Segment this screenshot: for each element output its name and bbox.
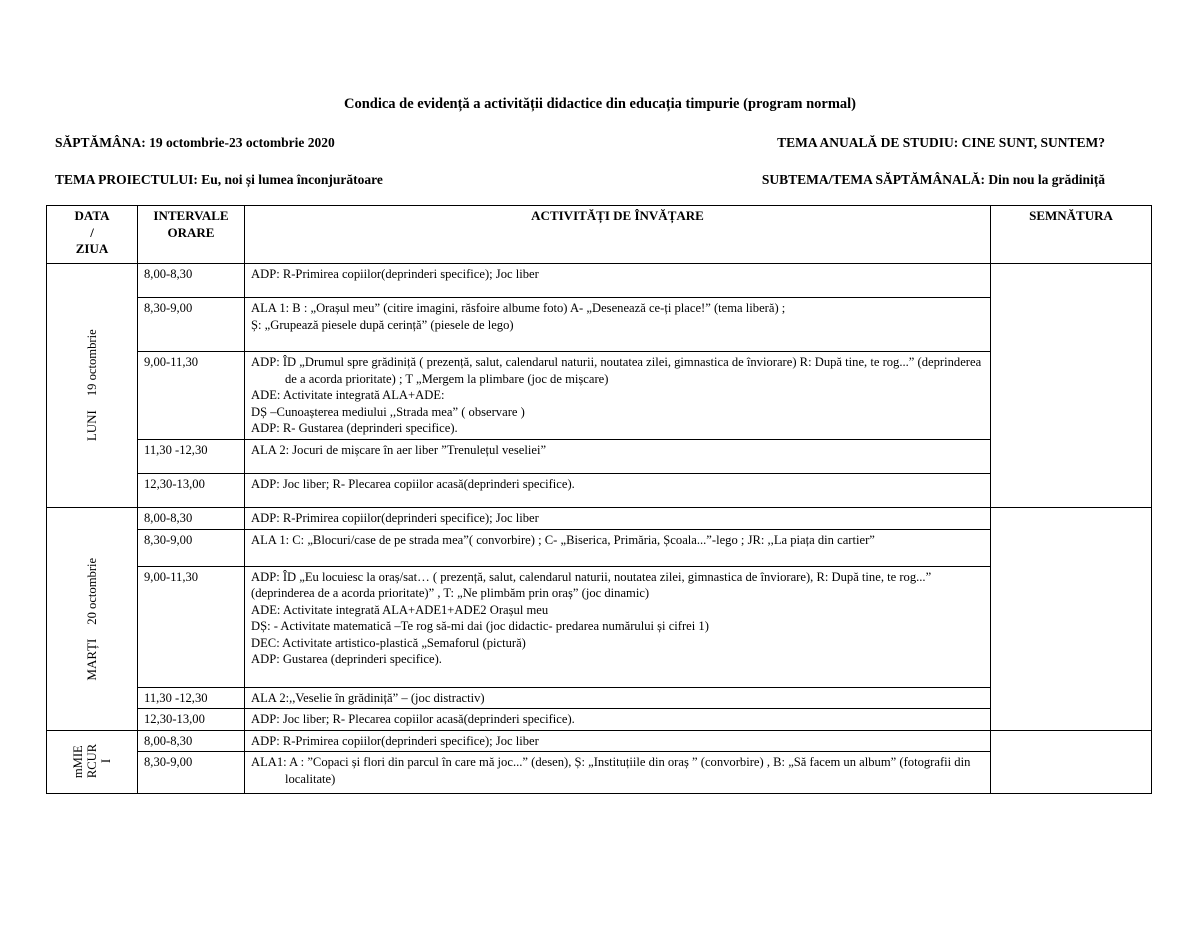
activity-cell: ADP: R-Primirea copiilor(deprinderi specifice); Joc liber — [245, 730, 991, 752]
activity-cell: ADP: Joc liber; R- Plecarea copiilor acasă(deprinderi specifice). — [245, 709, 991, 731]
time-cell: 11,30 -12,30 — [138, 440, 245, 474]
table-row — [47, 352, 1152, 440]
signature-cell-monday — [991, 264, 1152, 508]
subtheme-label: SUBTEMA/TEMA SĂPTĂMÂNALĂ: — [761, 172, 985, 187]
day-date: 20 octombrie — [84, 557, 99, 625]
activity-cell: ALA 1: C: „Blocuri/case de pe strada mea”( convorbire) ; C- „Biserica, Primăria, Școala...”-lego ; JR: ,,La piața din cartier” — [245, 529, 991, 566]
annual-theme: TEMA ANUALĂ DE STUDIU: CINE SUNT, SUNTEM? — [777, 135, 1105, 150]
time-cell: 8,00-8,30 — [138, 508, 245, 530]
day-cell-monday — [47, 264, 138, 508]
document-title: Condica de evidență a activității didactice din educația timpurie (program normal) — [343, 96, 857, 112]
activity-cell: ALA 2: Jocuri de mișcare în aer liber ”Trenulețul veseliei” — [245, 440, 991, 474]
activity-table — [46, 205, 1152, 794]
time-cell: 12,30-13,00 — [138, 474, 245, 508]
table-row — [47, 709, 1152, 731]
signature-cell-tuesday — [991, 508, 1152, 731]
time-cell: 8,30-9,00 — [138, 529, 245, 566]
table-header-row — [47, 206, 1152, 264]
time-cell: 8,00-8,30 — [138, 264, 245, 298]
time-cell: 12,30-13,00 — [138, 709, 245, 731]
header-signature: SEMNĂTURA — [991, 206, 1152, 264]
week-label: SĂPTĂMÂNA: — [55, 135, 146, 150]
day-name: mMIE RCUR I — [70, 743, 113, 779]
activity-cell: ADP: ÎD „Eu locuiesc la oraș/sat… ( prezență, salut, calendarul naturii, noutatea zilei, gimnastica de înviorare), R: După tine, te rog...” (deprinderea de a acorda prioritate)” , T: „Ne plimbăm prin oraș” (joc dinamic) ADE: Activitate integrată ALA+ADE1+ADE2 Orașul meu DȘ: - Activitate matematică –Te rog să-mi dai (joc didactic- predarea numărului și cifrei 1) DEC: Activitate artistico-plastică „Semaforul (pictură) ADP: Gustarea (deprinderi specifice). — [245, 566, 991, 687]
project-label: TEMA PROIECTULUI: — [55, 172, 198, 187]
project-value: Eu, noi și lumea înconjurătoare — [201, 172, 383, 187]
activity-cell: ALA 1: B : „Orașul meu” (citire imagini, răsfoire albume foto) A- „Desenează ce-ți place!” (tema liberă) ; Ș: „Grupează piesele după cerință” (piesele de lego) — [245, 298, 991, 352]
time-cell: 8,30-9,00 — [138, 752, 245, 794]
week-value: 19 octombrie-23 octombrie 2020 — [149, 135, 335, 150]
time-cell: 9,00-11,30 — [138, 352, 245, 440]
subtheme-value: Din nou la grădiniță — [988, 172, 1105, 187]
time-cell: 8,00-8,30 — [138, 730, 245, 752]
day-cell-wednesday — [47, 730, 138, 794]
header-activities: ACTIVITĂȚI DE ÎNVĂȚARE — [245, 206, 991, 264]
subtheme-info — [762, 172, 1105, 188]
day-name: MARȚI — [83, 638, 99, 681]
table-row — [47, 298, 1152, 352]
day-cell-tuesday — [47, 508, 138, 731]
activity-cell: ADP: Joc liber; R- Plecarea copiilor acasă(deprinderi specifice). — [245, 474, 991, 508]
table-row — [47, 687, 1152, 709]
activity-cell: ALA 2:,,Veselie în grădiniță” – (joc distractiv) — [245, 687, 991, 709]
activity-cell: ADP: R-Primirea copiilor(deprinderi specifice); Joc liber — [245, 508, 991, 530]
table-row — [47, 508, 1152, 530]
table-row — [47, 730, 1152, 752]
header-intervals: INTERVALE ORARE — [138, 206, 245, 264]
header-date: DATA / ZIUA — [47, 206, 138, 264]
time-cell: 9,00-11,30 — [138, 566, 245, 687]
time-cell: 8,30-9,00 — [138, 298, 245, 352]
week-info — [55, 135, 335, 151]
table-row — [47, 529, 1152, 566]
table-row — [47, 440, 1152, 474]
day-date: 19 octombrie — [84, 329, 99, 397]
signature-cell-wednesday — [991, 730, 1152, 794]
activity-cell: ADP: ÎD „Drumul spre grădiniță ( prezență, salut, calendarul naturii, noutatea zilei, gimnastica de înviorare) R: După tine, te rog...” (deprinderea de a acorda prioritate) ; T „Mergem la plimbare (joc de mișcare) ADE: Activitate integrată ALA+ADE: DȘ –Cunoașterea mediului ,,Strada mea” ( observare ) ADP: R- Gustarea (deprinderi specifice). — [245, 352, 991, 440]
table-row — [47, 752, 1152, 794]
table-row — [47, 566, 1152, 687]
day-name: LUNI — [83, 410, 99, 442]
project-info — [55, 172, 383, 188]
activity-cell: ALA1: A : ”Copaci și flori din parcul în care mă joc...” (desen), Ș: „Instituțiile din oraș ” (convorbire) , B: „Să facem un album” (fotografii din localitate) — [245, 752, 991, 794]
table-row — [47, 264, 1152, 298]
activity-cell: ADP: R-Primirea copiilor(deprinderi specifice); Joc liber — [245, 264, 991, 298]
time-cell: 11,30 -12,30 — [138, 687, 245, 709]
table-row — [47, 474, 1152, 508]
